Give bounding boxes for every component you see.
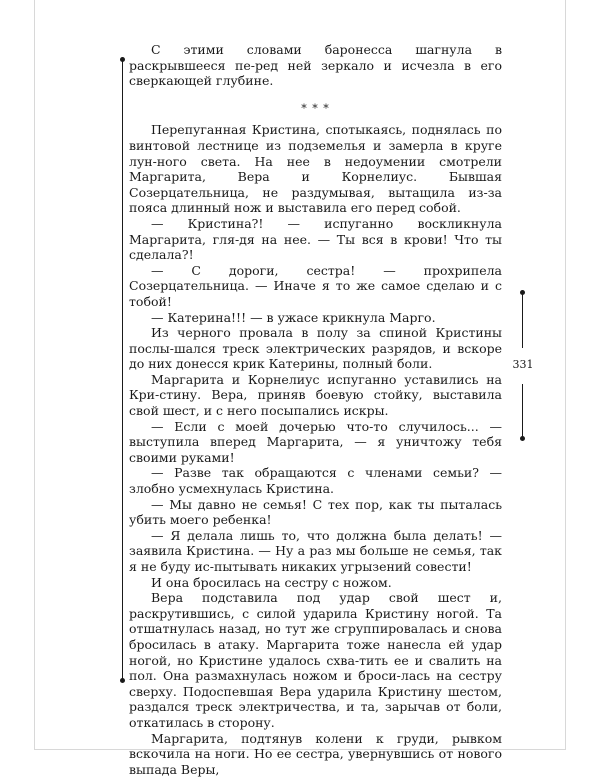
paragraph: — Катерина!!! — в ужасе крикнула Марго. <box>151 309 436 325</box>
paragraph: И она бросилась на сестру с ножом. <box>151 574 392 590</box>
right-rule-top-dot <box>520 290 525 295</box>
paragraph: Перепуганная Кристина, спотыкаясь, поднялась по винтовой лестнице из подземелья и замерла в круге лун-ного света. На нее в недоумении смотрели Маргарита, Вера и Корнелиус. Бывшая Созерцательница, не раздумывая, вытащила из-за пояса длинный нож и выставила его перед собой. <box>129 122 502 216</box>
right-margin-rule-upper <box>522 292 523 348</box>
paragraph: — С дороги, сестра! — прохрипела Созерцательница. — Иначе я то же самое сделаю и с тобой! <box>129 262 502 309</box>
left-margin-rule <box>122 60 123 680</box>
body-text <box>129 42 502 777</box>
paragraph: Маргарита, подтянув колени к груди, рывком вскочила на ноги. Но ее сестра, увернувшись от нового выпада Веры, <box>129 730 502 777</box>
section-separator: * * * <box>301 101 330 115</box>
paragraph: — Если с моей дочерью что-то случилось... — выступила вперед Маргарита, — я уничтожу тебя своими руками! <box>129 418 502 465</box>
paragraph: Вера подставила под удар свой шест и, раскрутившись, с силой ударила Кристину ногой. Та отшатнулась назад, но тут же сгруппировалась и снова бросилась в атаку. Маргарита тоже нанесла ей удар ногой, но Кристине удалось схва-тить ее и свалить на пол. Она размахнулась ножом и броси-лась на сестру сверху. Подоспевшая Вера ударила Кристину шестом, раздался треск электричества, и та, зарычав от боли, откатилась в сторону. <box>129 590 502 730</box>
paragraph: — Разве так обращаются с членами семьи? — злобно усмехнулась Кристина. <box>129 465 502 497</box>
page-number: 331 <box>512 358 534 371</box>
paragraph: Из черного провала в полу за спиной Кристины послы-шался треск электрических разрядов, и вскоре до них донесся крик Катерины, полный боли. <box>129 325 502 372</box>
right-rule-bottom-dot <box>520 436 525 441</box>
paragraph: — Кристина?! — испуганно воскликнула Маргарита, гля-дя на нее. — Ты вся в крови! Что ты сделала?! <box>129 215 502 263</box>
right-margin-rule-lower <box>522 384 523 438</box>
left-rule-bottom-dot <box>120 678 125 683</box>
paragraph: — Мы давно не семья! С тех пор, как ты пыталась убить моего ребенка! <box>129 496 502 528</box>
paragraph: С этими словами баронесса шагнула в раскрывшееся пе-ред ней зеркало и исчезла в его сверкающей глубине. <box>129 42 502 89</box>
paragraph: Маргарита и Корнелиус испуганно уставились на Кри-стину. Вера, приняв боевую стойку, выставила свой шест, и с него посыпались искры. <box>129 371 502 419</box>
left-rule-top-dot <box>120 57 125 62</box>
paragraph: — Я делала лишь то, что должна была делать! — заявила Кристина. — Ну а раз мы больше не семья, так я не буду ис-пытывать никаких угрызений совести! <box>129 527 502 574</box>
